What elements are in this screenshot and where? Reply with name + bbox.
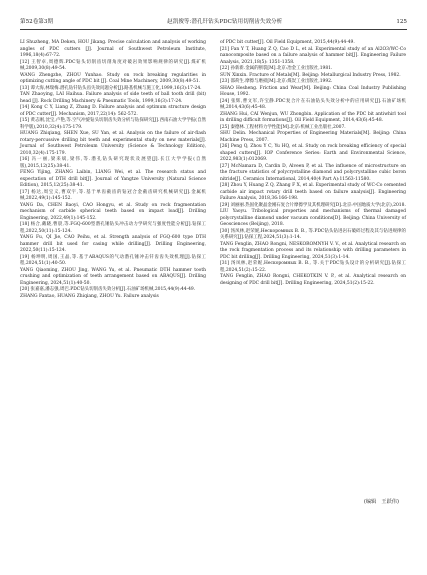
reference-entry: [24] 张辉,曹文军,许宝静.PDC复合片在石油钻头失效分析中的应用研究[J].石油矿场机械,2014,43(6):45-48. <box>220 98 406 110</box>
reference-entry: [27] McNamara D, Cardin D, Alveen P, et al. The influence of microstructure on the fracture statistics of polycrystalline diamond and polycrystalline cubic boron nitride[J]. Ceramics International, 2014,40(4 Part A):11563-11580. <box>220 163 406 182</box>
reference-entry: YANG Qiaoming, ZHOU Jing, WANG Yu, et al. Pneumatic DTH hammer tooth crushing and optimization of teeth arrangement based on ABAQUS[J]. Drilling Engineering, 2024,51(1):40-50. <box>20 267 206 286</box>
running-header <box>20 16 407 28</box>
reference-entry: [16] 冯一丽,梁来斌,梁伟,等.潜孔钻头研究现状及展望[J].长江大学学报(自然版),2015,12(25):38-41. <box>20 157 206 169</box>
reference-entry: [22] 孙新新.金属的断裂[M].北京:冶金工业出版社,1981. <box>220 66 333 71</box>
reference-entry: TANG Fenglin, ZHAO Rongni, NESKOROMNYH V. V., et al. Analytical research on the rock fragmentation process and its relationship with drilling parameters in PDC bit drilling[J]. Drilling Engineering, 2024,51(3):1-14. <box>220 241 406 260</box>
reference-entry: [19] 杨坤明,周国,王晶,等.基于ABAQUS的气动潜孔锤冲击钎齿齿失效机理[J].钻探工程,2024,51(1):40-50. <box>20 254 206 266</box>
reference-entry: [12] 王智卓,周德辉.PDC钻头切削齿切削角度对破岩效果影响规律的研究[J].煤矿机械,2009,30(8):49-54. <box>20 59 206 71</box>
reference-entry: [17] 杨达,周宝义,曹双宇,等.基于单齿截齿的钻冠合金截齿研究机械研究[J].金属机械,2022,49(1):145-152. <box>20 189 206 201</box>
reference-entry: YANG Da, CHEN Baoyi, CAO Hongyu, et al. Study on rock fragmentation mechanism of carbide spherical teeth based on impact load[J]. Drilling Engineering, 2022,49(1):145-152. <box>20 202 206 221</box>
header-title: 赵凯俊等:潜孔钎钻头PDC钻用切削齿失效分析 <box>167 19 283 25</box>
reference-entry: [15] 黄志刚,沈宝,卢艳,等.空气冲旋钻头切削齿失效分析与钻探研究[J].西南石油大学学报(自然科学版),2010,32(4):175-179. <box>20 118 206 130</box>
editor-note: (编辑 王跃伟) <box>363 499 399 505</box>
reference-entry: [13] 谭大海,林瑞梅.潜孔钻钎钻头齿失效问题分析[J].路基机械与施工化,1999,16(3):17-24. <box>20 85 202 91</box>
reference-entry: [25] 秦德林.工程材料力学性能[M].北京:机械工业出版社,2007. <box>220 124 346 130</box>
header-page-number: 125 <box>396 19 407 25</box>
reference-entry: [31] 汤凤林,赵荣妮,Нескоромных В. В., 等.关于PDC钻头设计的分析研究[J].钻探工程,2024,51(2):15-22. <box>220 261 406 273</box>
reference-entry: WANG Zhengzhe, ZHOU Yunhao. Study on rock breaking regularities in optimizing cutting angle of PDC bit [J]. Coal Mine Machinery, 2009,30(8):49-51. <box>20 72 206 84</box>
reference-entry: YANG Fu, QI Jie, CAO Peihu, et al. Strength analysis of FGQ-600 type DTH hammer drill bit used for casing while drilling[J]. Drilling Engineering, 2022,50(11):15-124. <box>20 235 206 253</box>
reference-entry: [20] 张嘉嘉,潘志强,周巴.PDC钻头切削齿失效分析[J].石油矿场机械,2015,44(9):44-49. <box>20 287 196 292</box>
reference-entry: [14] Kong C Y, Liang Z, Zhang D. Failure analysis and optimum structure design of PDC cutter[J]. Mechanism, 2017,22(14): 562-572. <box>20 105 206 117</box>
reference-entry: ZHANG Fantao, HUANG Zhiqiang, ZHOU Yu. Failure analysis <box>20 293 159 299</box>
reference-entry: ZHANG Hui, CAI Wenjun, WU Zhongbin. Application of the PDC bit antiwhirl tool in drilling difficult formations[J]. Oil Field Equipment, 2014,43(6):45-48. <box>220 111 406 123</box>
reference-entry: TANG Fenglin, ZHAO Rongni, CHEKOTKIN V. P., et al. Analytical research on designing of PDC drill bit[J]. Drilling Engineering, 2024,51(2):15-22. <box>220 274 406 286</box>
references-left-column <box>20 40 206 300</box>
header-rule <box>20 29 407 30</box>
reference-entry: [21] Fan Y T, Huang Z Q, Cao D L, et al. Experimental study of an Al2O3/WC-Co nanocomposite based on a failure analysis of hammer bit[J]. Engineering Failure Analysis, 2021,18(5): 1351-1358. <box>220 46 406 65</box>
reference-entry: TAN Zhaoying, LAI Haihua. Failure analysis of side teeth of ball tooth drill (bit) head [J]. Rock Drilling Machinery & Pneumatic Tools, 1999,16(3):17-24. <box>20 92 206 104</box>
reference-entry: [28] Zhou Y, Huang Z Q, Zhang F X, et al. Experimental study of WC-Co cemented carbide air impact rotary drill teeth based on failure analysis[J]. Engineering Failure Analysis, 2018,36:166-198. <box>220 183 406 201</box>
reference-entry: SUN Xinxin. Fracture of Metals[M]. Beijing: Metallurgical Industry Press, 1982. <box>220 72 401 78</box>
reference-entry: SHU Delin. Mechanical Properties of Engineering Materials[M]. Beijing: China Machine Press, 2007. <box>220 131 406 143</box>
header-issue: 第52卷第3期 <box>20 19 54 25</box>
reference-entry: SHAO Hesheng. Friction and Wear[M]. Beijing: China Coal Industry Publishing House, 1992. <box>220 85 406 97</box>
reference-entry: [26] Peng Q, Zhou Y C, Yu HQ, et al. Study on rock breaking efficiency of special shaped cutters[J]. IOP Conference Series: Earth and Environmental Science, 2022,983(1):012069. <box>220 144 406 162</box>
reference-entry: [29] 刘丽丽.热固化聚晶金刚石复合片摩擦学及其机理研究[D].北京:中国地质大学(北京),2018. <box>220 202 406 208</box>
reference-entry: [23] 邵荷生.摩擦与磨损[M].北京:煤炭工业出版社,1992. <box>220 79 333 84</box>
reference-entry: LIU Yaoyu. Tribological properties and mechanisms of thermal damaged polycrystalline diamond under vacuum conditions[D]. Beijing: China University of Geosciences (Beijing), 2018. <box>220 209 406 227</box>
reference-entry: FENG Yijing, ZHANG Laibin, LIANG Wei, et al. The research status and expectation of DTH drill bit[J]. Journal of Yangtze University (Natural Science Edition), 2015,12(25):38-41. <box>20 170 206 188</box>
reference-entry: of PDC bit cutter[J]. Oil Field Equipment, 2015,44(9):44-49. <box>220 40 355 45</box>
reference-entry: [30] 汤凤林,赵荣妮,Нескоромных В. В., 等.PDC钻头钻进岩石破碎过程及其与钻进规律的关系研究[J].钻探工程,2024,51(3):1-14. <box>220 228 406 240</box>
references-right-column <box>220 40 406 287</box>
reference-entry: HUANG Zhiqiang, SHEN Xue, SU Yan, et al. Analysis on the failure of air-flash rotary-percussive drilling bit teeth and experimental study on new materials[J]. Journal of Southwest Petroleum University (Science & Technology Edition), 2010,32(4):175-179. <box>20 131 206 156</box>
reference-entry: [18] 杨合,戴晓,曹晨,等.FGQ-600型潜孔锤钻头冲击动力学研究与强度性能分析[J].钻探工程,2022,50(11):15-124. <box>20 222 206 234</box>
reference-entry: LI Shuzheng, MA Deken, HOU Jikang. Precise calculation and analysis of working angles of PDC cutters [J]. Journal of Southwest Petroleum Institute, 1996,18(4):67-72. <box>20 40 206 58</box>
